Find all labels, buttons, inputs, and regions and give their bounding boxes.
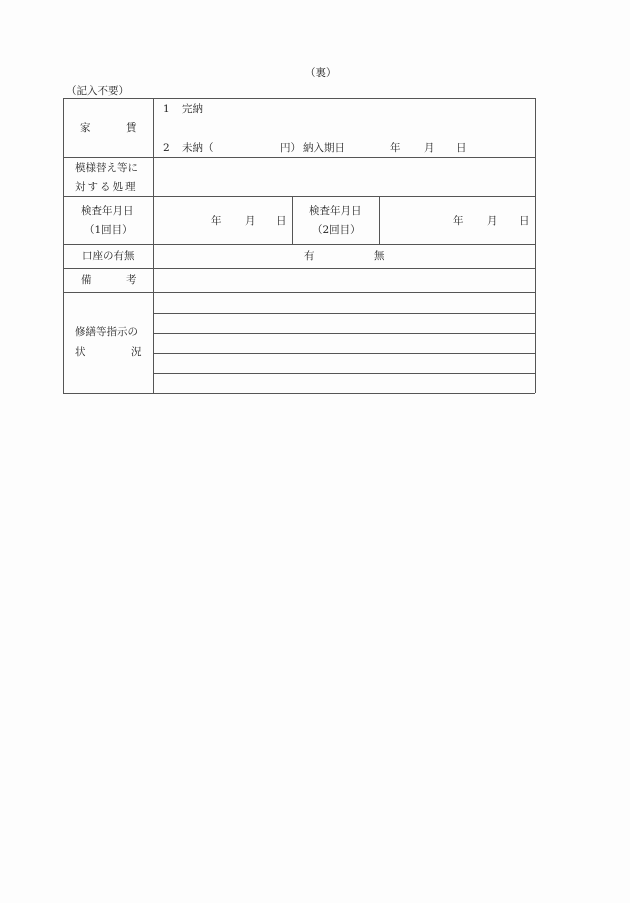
table-border-right bbox=[535, 98, 536, 393]
rent-option-paid: 完納 bbox=[182, 103, 203, 115]
inspection1-month: 月 bbox=[245, 215, 256, 227]
inspection2-label-line2: （2回目） bbox=[312, 224, 361, 236]
row-divider bbox=[63, 157, 535, 158]
repair-line bbox=[153, 373, 535, 374]
repair-label-a: 状 bbox=[75, 346, 86, 358]
rent-due-year: 年 bbox=[390, 142, 401, 154]
inspection1-year: 年 bbox=[211, 215, 222, 227]
repair-label-line1: 修繕等指示の bbox=[75, 326, 138, 338]
column-divider bbox=[379, 196, 380, 244]
inspection2-year: 年 bbox=[453, 215, 464, 227]
table-border-left bbox=[63, 98, 64, 393]
repair-line bbox=[153, 333, 535, 334]
row-divider bbox=[63, 196, 535, 197]
rent-due-day: 日 bbox=[456, 142, 467, 154]
account-no: 無 bbox=[374, 250, 385, 262]
remodel-label-line1: 模様替え等に bbox=[75, 162, 138, 174]
row-divider bbox=[63, 244, 535, 245]
repair-line bbox=[153, 353, 535, 354]
repair-label-b: 況 bbox=[131, 346, 142, 358]
remarks-label-b: 考 bbox=[126, 274, 137, 286]
inspection1-label-line1: 検査年月日 bbox=[81, 205, 134, 217]
account-label: 口座の有無 bbox=[82, 250, 135, 262]
rent-option-unpaid: 未納（ bbox=[182, 142, 214, 154]
table-border-top bbox=[63, 98, 535, 99]
table-border-bottom bbox=[63, 393, 535, 394]
remarks-label-a: 備 bbox=[81, 274, 92, 286]
rent-yen-label: 円） bbox=[280, 142, 301, 154]
rent-due-month: 月 bbox=[424, 142, 435, 154]
rent-label-a: 家 bbox=[80, 122, 91, 134]
inspection2-label-line1: 検査年月日 bbox=[309, 205, 362, 217]
remodel-label-line2: 対する処理 bbox=[75, 181, 138, 193]
label-column-divider bbox=[153, 98, 154, 393]
inspection2-day: 日 bbox=[519, 215, 530, 227]
no-entry-note: （記入不要） bbox=[66, 85, 129, 97]
rent-option-2-number: 2 bbox=[163, 142, 170, 154]
rent-due-date-label: 納入期日 bbox=[303, 142, 345, 154]
inspection1-day: 日 bbox=[276, 215, 287, 227]
inspection1-label-line2: （1回目） bbox=[84, 224, 133, 236]
page-side-title: （裏） bbox=[305, 67, 337, 79]
rent-option-1-number: 1 bbox=[163, 103, 170, 115]
account-yes: 有 bbox=[304, 250, 315, 262]
inspection2-month: 月 bbox=[487, 215, 498, 227]
row-divider bbox=[63, 268, 535, 269]
column-divider bbox=[292, 196, 293, 244]
rent-label-b: 賃 bbox=[126, 122, 137, 134]
row-divider bbox=[63, 292, 535, 293]
repair-line bbox=[153, 313, 535, 314]
